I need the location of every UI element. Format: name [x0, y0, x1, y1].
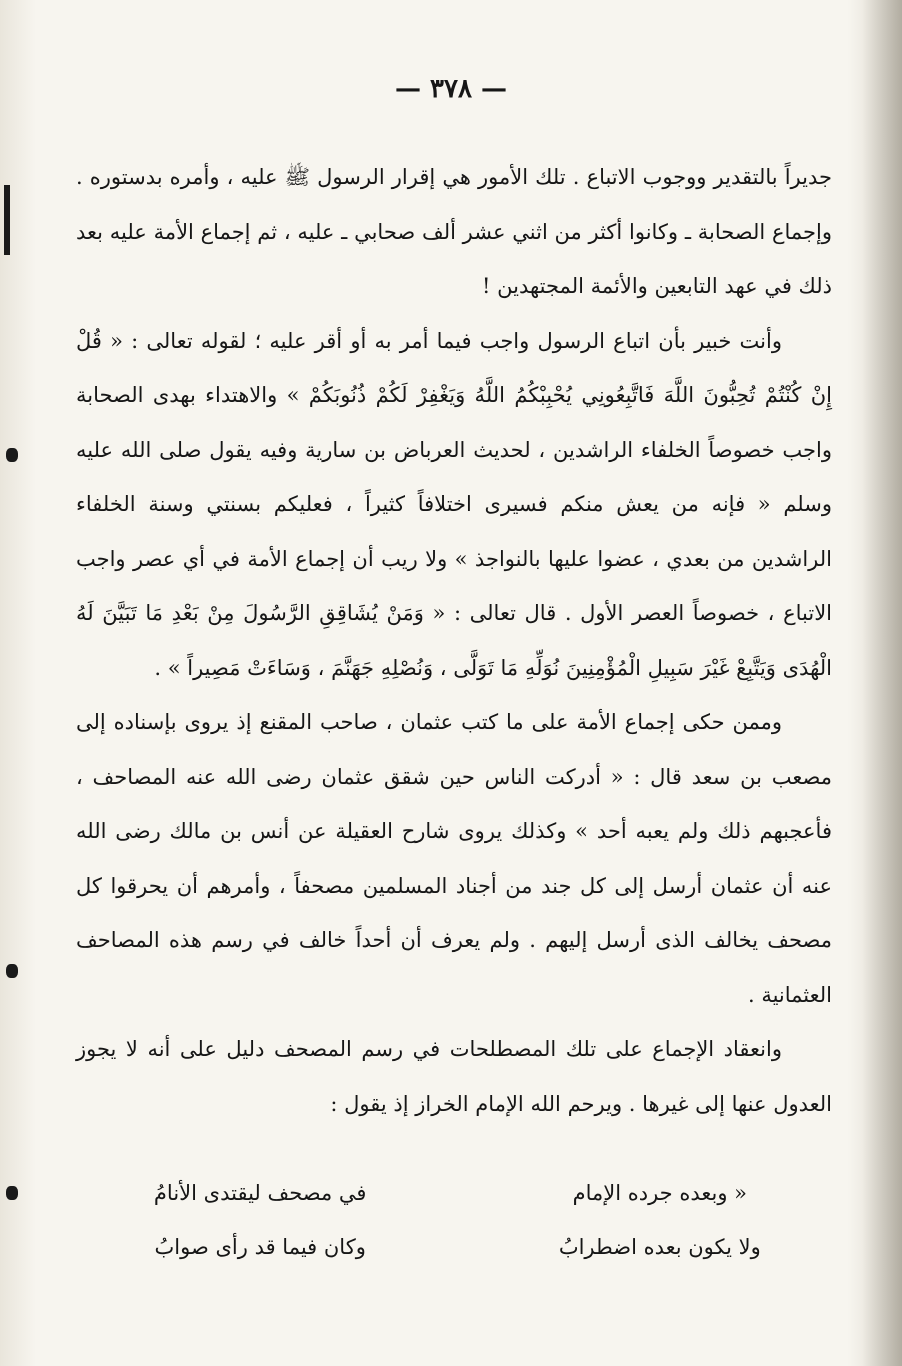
hemistich-right: « وبعده جرده الإمام — [572, 1181, 747, 1205]
body-text — [76, 150, 832, 1131]
margin-dot — [6, 964, 18, 978]
paragraph-1: جديراً بالتقدير ووجوب الاتباع . تلك الأمور هي إقرار الرسول ﷺ عليه ، وأمره بدستوره . وإجماع الصحابة ـ وكانوا أكثر من اثني عشر ألف صحابي ـ عليه ، ثم إجماع الأمة عليه بعد ذلك في عهد التابعين والأئمة المجتهدين ! — [76, 165, 832, 298]
hemistich-left: في مصحف ليقتدى الأنامُ — [153, 1181, 367, 1205]
page-number: — ٣٧٨ — — [394, 74, 508, 104]
margin-dot — [6, 448, 18, 462]
page-edge-shadow — [862, 0, 902, 1366]
hemistich-right: ولا يكون بعده اضطرابُ — [558, 1235, 761, 1259]
poem-verse — [90, 1220, 830, 1274]
hemistich-left: وكان فيما قد رأى صوابُ — [154, 1235, 366, 1259]
margin-dot — [6, 1186, 18, 1200]
paragraph-2: وأنت خبير بأن اتباع الرسول واجب فيما أمر به أو أقر عليه ؛ لقوله تعالى : « قُلْ إِنْ كُنْتُمْ تُحِبُّونَ اللَّهَ فَاتَّبِعُونِي يُحْبِبْكُمُ اللَّهُ وَيَغْفِرْ لَكُمْ ذُنُوبَكُمْ » والاهتداء بهدى الصحابة واجب خصوصاً الخلفاء الراشدين ، لحديث العرباض بن سارية وفيه يقول صلى الله عليه وسلم « فإنه من يعش منكم فسيرى اختلافاً كثيراً ، فعليكم بسنتي وسنة الخلفاء الراشدين من بعدي ، عضوا عليها بالنواجذ » ولا ريب أن إجماع الأمة في أي عصر واجب الاتباع ، خصوصاً العصر الأول . قال تعالى : « وَمَنْ يُشَاقِقِ الرَّسُولَ مِنْ بَعْدِ مَا تَبَيَّنَ لَهُ الْهُدَى وَيَتَّبِعْ غَيْرَ سَبِيلِ الْمُؤْمِنِينَ نُوَلِّهِ مَا تَوَلَّى ، وَنُصْلِهِ جَهَنَّمَ ، وَسَاءَتْ مَصِيراً » . — [76, 328, 832, 680]
poem — [90, 1166, 830, 1274]
poem-verse — [90, 1166, 830, 1220]
paragraph-3: وممن حكى إجماع الأمة على ما كتب عثمان ، صاحب المقنع إذ يروى بإسناده إلى مصعب بن سعد قال : « أدركت الناس حين شقق عثمان رضى الله عنه المصاحف ، فأعجبهم ذلك ولم يعبه أحد » وكذلك يروى شارح العقيلة عن أنس بن مالك رضى الله عنه أن عثمان أرسل إلى كل جند من أجناد المسلمين مصحفاً ، وأمرهم أن يحرقوا كل مصحف يخالف الذى أرسل إليهم . ولم يعرف أن أحداً خالف في رسم هذه المصاحف العثمانية . — [76, 710, 832, 1007]
paragraph-4: وانعقاد الإجماع على تلك المصطلحات في رسم المصحف دليل على أنه لا يجوز العدول عنها إلى غيرها . ويرحم الله الإمام الخراز إذ يقول : — [76, 1037, 832, 1116]
margin-mark — [4, 185, 10, 255]
